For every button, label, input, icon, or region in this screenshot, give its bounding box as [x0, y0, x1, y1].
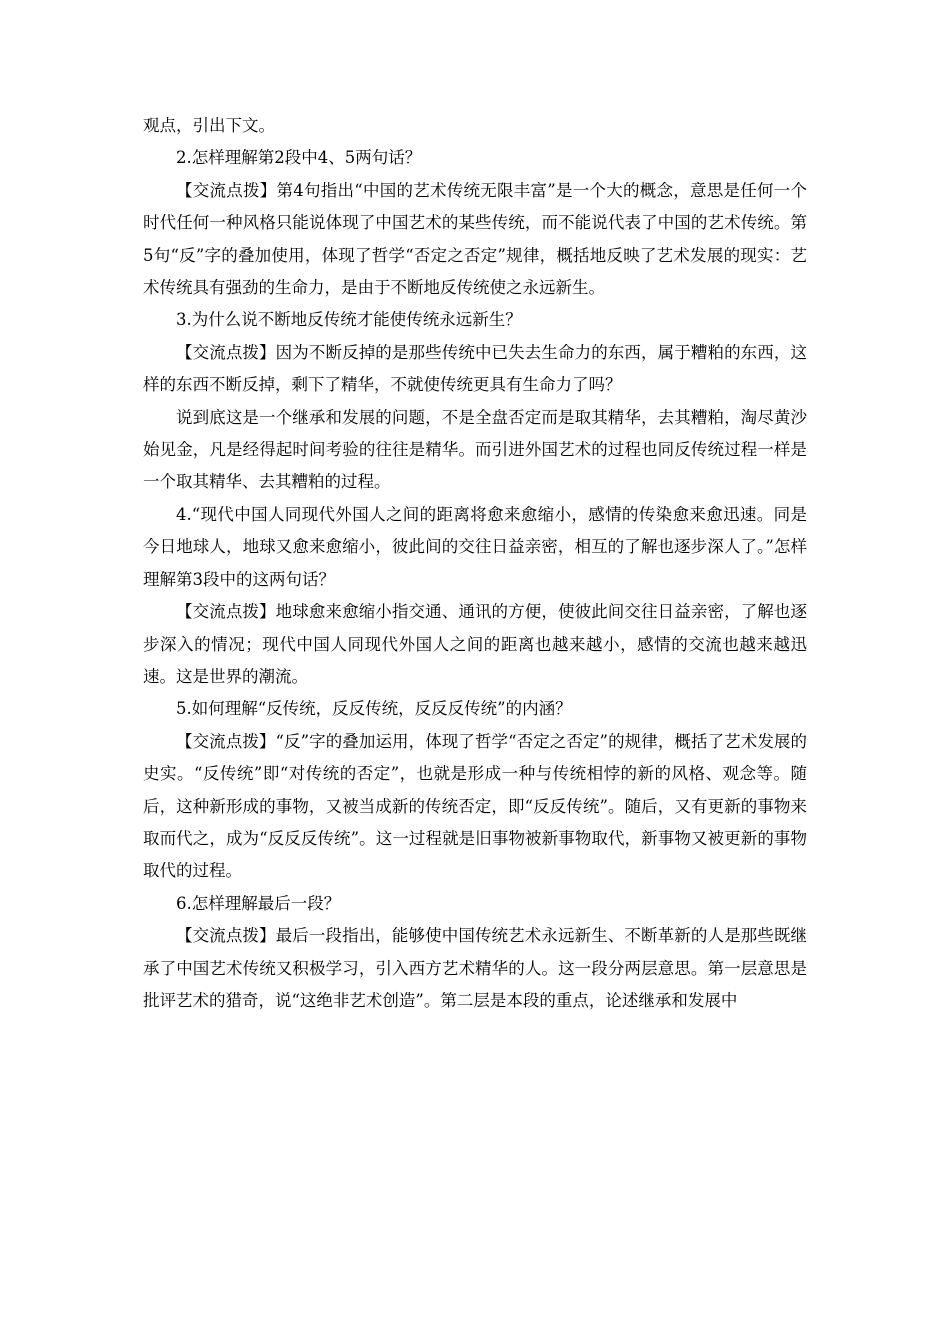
- question-5: 5.如何理解“反传统，反反传统，反反反传统”的内涵？: [176, 699, 572, 719]
- answer-3: 【交流点拨】因为不断反掉的是那些传统中已失去生命力的东西，属于糟粕的东西，这样的东西不断反掉，剩下了精华，不就使传统更具有生命力了吗？: [143, 342, 807, 395]
- question-4: 4.“现代中国人同现代外国人之间的距离将愈来愈缩小，感情的传染愈来愈迅速。同是今日地球人，地球又愈来愈缩小，彼此间的交往日益亲密，相互的了解也逐步深人了。”怎样理解第3段中的这两句话？: [143, 504, 807, 589]
- answer-5: 【交流点拨】“反”字的叠加运用，体现了哲学“否定之否定”的规律，概括了艺术发展的史实。“反传统”即“对传统的否定”，也就是形成一种与传统相悖的新的风格、观念等。随后，这种新形成的事物，又被当成新的传统否定，即“反反传统”。随后，又有更新的事物来取而代之，成为“反反反传统”。这一过程就是旧事物被新事物取代，新事物又被更新的事物取代的过程。: [143, 731, 807, 881]
- question-2: 2.怎样理解第2段中4、5两句话？: [176, 148, 422, 168]
- answer-6: 【交流点拨】最后一段指出，能够使中国传统艺术永远新生、不断革新的人是那些既继承了中国艺术传统又积极学习，引入西方艺术精华的人。这一段分两层意思。第一层意思是批评艺术的猎奇，说“这绝非艺术创造”。第二层是本段的重点，论述继承和发展中: [143, 926, 807, 1010]
- paragraph-intro-tail: 观点，引出下文。: [143, 116, 275, 135]
- question-3: 3.为什么说不断地反传统才能使传统永远新生？: [176, 310, 522, 330]
- question-6: 6.怎样理解最后一段？: [176, 893, 341, 913]
- document-page: [143, 110, 807, 1017]
- answer-3-continued: 说到底这是一个继承和发展的问题，不是全盘否定而是取其精华，去其糟粕，淘尽黄沙始见金，凡是经得起时间考验的往往是精华。而引进外国艺术的过程也同反传统过程一样是一个取其精华、去其糟粕的过程。: [143, 407, 807, 492]
- answer-2: 【交流点拨】第4句指出“中国的艺术传统无限丰富”是一个大的概念，意思是任何一个时代任何一种风格只能说体现了中国艺术的某些传统，而不能说代表了中国的艺术传统。第5句“反”字的叠加使用，体现了哲学“否定之否定”规律，概括地反映了艺术发展的现实：艺术传统具有强劲的生命力，是由于不断地反传统使之永远新生。: [143, 180, 807, 298]
- answer-4: 【交流点拨】地球愈来愈缩小指交通、通讯的方便，使彼此间交往日益亲密，了解也逐步深入的情况；现代中国人同现代外国人之间的距离也越来越小，感情的交流也越来越迅速。这是世界的潮流。: [143, 602, 807, 686]
